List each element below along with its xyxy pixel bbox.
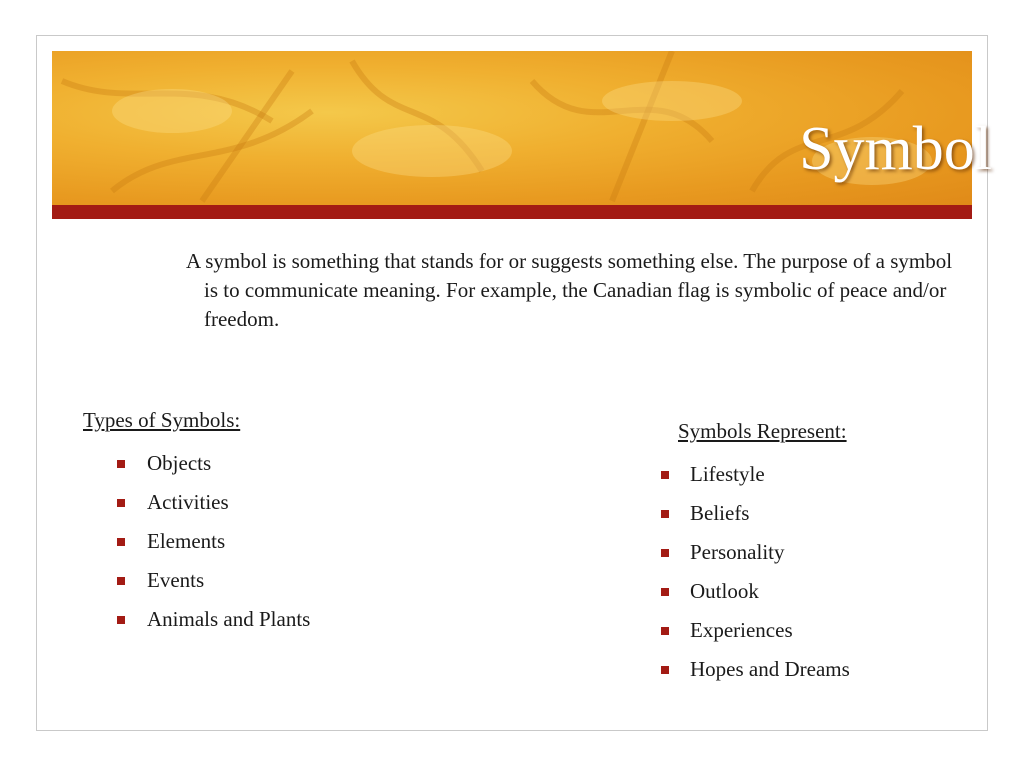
square-bullet-icon [117,577,125,585]
list-item-label: Personality [690,540,785,564]
list-item [83,600,503,639]
list-item-label: Outlook [690,579,759,603]
list-item [658,533,958,572]
square-bullet-icon [661,549,669,557]
represent-list [658,455,958,689]
intro-paragraph: A symbol is something that stands for or suggests something else. The purpose of a symbol is to communicate meaning. For example, the Canadian flag is symbolic of peace and/or freedom. [186,249,953,331]
slide-title: Symbol [799,115,992,183]
list-item-label: Activities [147,490,229,514]
list-item [658,650,958,689]
list-item-label: Hopes and Dreams [690,657,850,681]
list-item [83,483,503,522]
square-bullet-icon [661,627,669,635]
list-item-label: Objects [147,451,212,475]
list-item-label: Events [147,568,205,592]
list-item [658,455,958,494]
types-of-symbols-column [83,406,503,639]
square-bullet-icon [117,460,125,468]
square-bullet-icon [661,510,669,518]
list-item [658,611,958,650]
list-item [83,444,503,483]
list-item [83,561,503,600]
square-bullet-icon [117,538,125,546]
list-item-label: Elements [147,529,226,553]
square-bullet-icon [661,666,669,674]
symbols-represent-column [658,417,958,689]
list-item [658,572,958,611]
list-item-label: Experiences [690,618,793,642]
types-heading: Types of Symbols: [83,408,241,432]
square-bullet-icon [117,499,125,507]
list-item [658,494,958,533]
square-bullet-icon [661,471,669,479]
list-item [83,522,503,561]
list-item-label: Lifestyle [690,462,765,486]
list-item-label: Beliefs [690,501,750,525]
square-bullet-icon [117,616,125,624]
square-bullet-icon [661,588,669,596]
list-item-label: Animals and Plants [147,607,311,631]
represent-heading: Symbols Represent: [678,419,847,443]
title-underline-bar [52,205,972,219]
types-list [83,444,503,639]
